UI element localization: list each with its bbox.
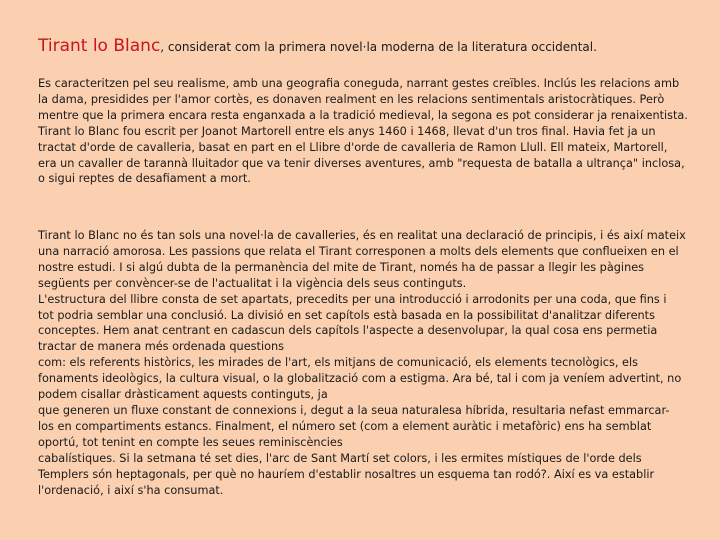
title-subtitle: , considerat com la primera novel·la moderna de la literatura occidental. [160, 40, 597, 54]
paragraph-body [38, 228, 688, 498]
text-line: o sigui reptes de desafiament a mort. [38, 172, 251, 186]
text-line: Es caracteritzen pel seu realisme, amb una geografia coneguda, narrant gestes creïbles. Inclús les relacions amb [38, 77, 680, 90]
text-line: una narració amorosa. Les passions que relata el Tirant corresponen a molts dels elements que conflueixen en el [38, 244, 679, 258]
text-line: conceptes. Hem anat centrant en cadascun dels capítols l'aspecte a desenvolupar, la qual cosa ens permetia [38, 324, 658, 338]
text-line: fonaments ideològics, la cultura visual, o la globalització com a estigma. Ara bé, tal i com ja veníem advertint, no [38, 372, 682, 386]
text-line: la dama, presidides per l'amor cortès, es donaven realment en les relacions sentimentals aristocràtiques. Però [38, 92, 665, 106]
text-line: podem cisallar dràsticament aquests continguts, ja [38, 388, 328, 402]
text-line: L'estructura del llibre consta de set apartats, precedits per una introducció i arrodonits per una coda, que fins i [38, 292, 667, 306]
text-line: tractar de manera més ordenada questions [38, 340, 285, 354]
text-line: mentre que la primera encara resta enganxada a la tradició medieval, la segona es pot considerar ja renaixentista. [38, 108, 688, 122]
text-line: los en compartiments estancs. Finalment, el número set (com a element auràtic i metafòric) ens ha semblat [38, 419, 652, 433]
title-highlight: Tirant lo Blanc [38, 36, 161, 56]
text-line: nostre estudi. I si algú dubta de la permanència del mite de Tirant, només ha de passar a llegir les pàgines [38, 260, 645, 274]
text-line: oportú, tot tenint en compte les seues reminiscències [38, 435, 343, 449]
text-line: tractat d'orde de cavalleria, basat en part en el Llibre d'orde de cavalleria de Ramon Llull. Ell mateix, Martorell, [38, 140, 668, 154]
text-line: cabalístiques. Si la setmana té set dies, l'arc de Sant Martí set colors, i les ermites místiques de l'orde dels [38, 451, 642, 465]
text-line: l'ordenació, i així s'ha consumat. [38, 483, 224, 497]
slide-title [38, 36, 688, 56]
text-line: tot podria semblar una conclusió. La divisió en set capítols està basada en la possibilitat d'analitzar diferents [38, 308, 655, 322]
text-line: següents per convèncer-se de l'actualitat i la vigència dels seus continguts. [38, 276, 467, 290]
text-line: Templers són heptagonals, per què no hauríem d'establir nosaltres un esquema tan rodó?. Així es va establir [38, 467, 655, 481]
paragraph-intro [38, 76, 688, 187]
text-line: que generen un fluxe constant de connexions i, degut a la seua naturalesa híbrida, resultaria nefast emmarcar- [38, 403, 670, 417]
text-line: com: els referents històrics, les mirades de l'art, els mitjans de comunicació, els elements tecnològics, els [38, 356, 638, 370]
text-line: era un cavaller de tarannà lluitador que va tenir diverses aventures, amb "requesta de batalla a ultrança" inclosa, [38, 156, 685, 170]
text-line: Tirant lo Blanc no és tan sols una novel·la de cavalleries, és en realitat una declaració de principis, i és així mateix [38, 229, 686, 242]
text-line: Tirant lo Blanc fou escrit per Joanot Martorell entre els anys 1460 i 1468, llevat d'un tros final. Havia fet ja un [38, 124, 656, 138]
